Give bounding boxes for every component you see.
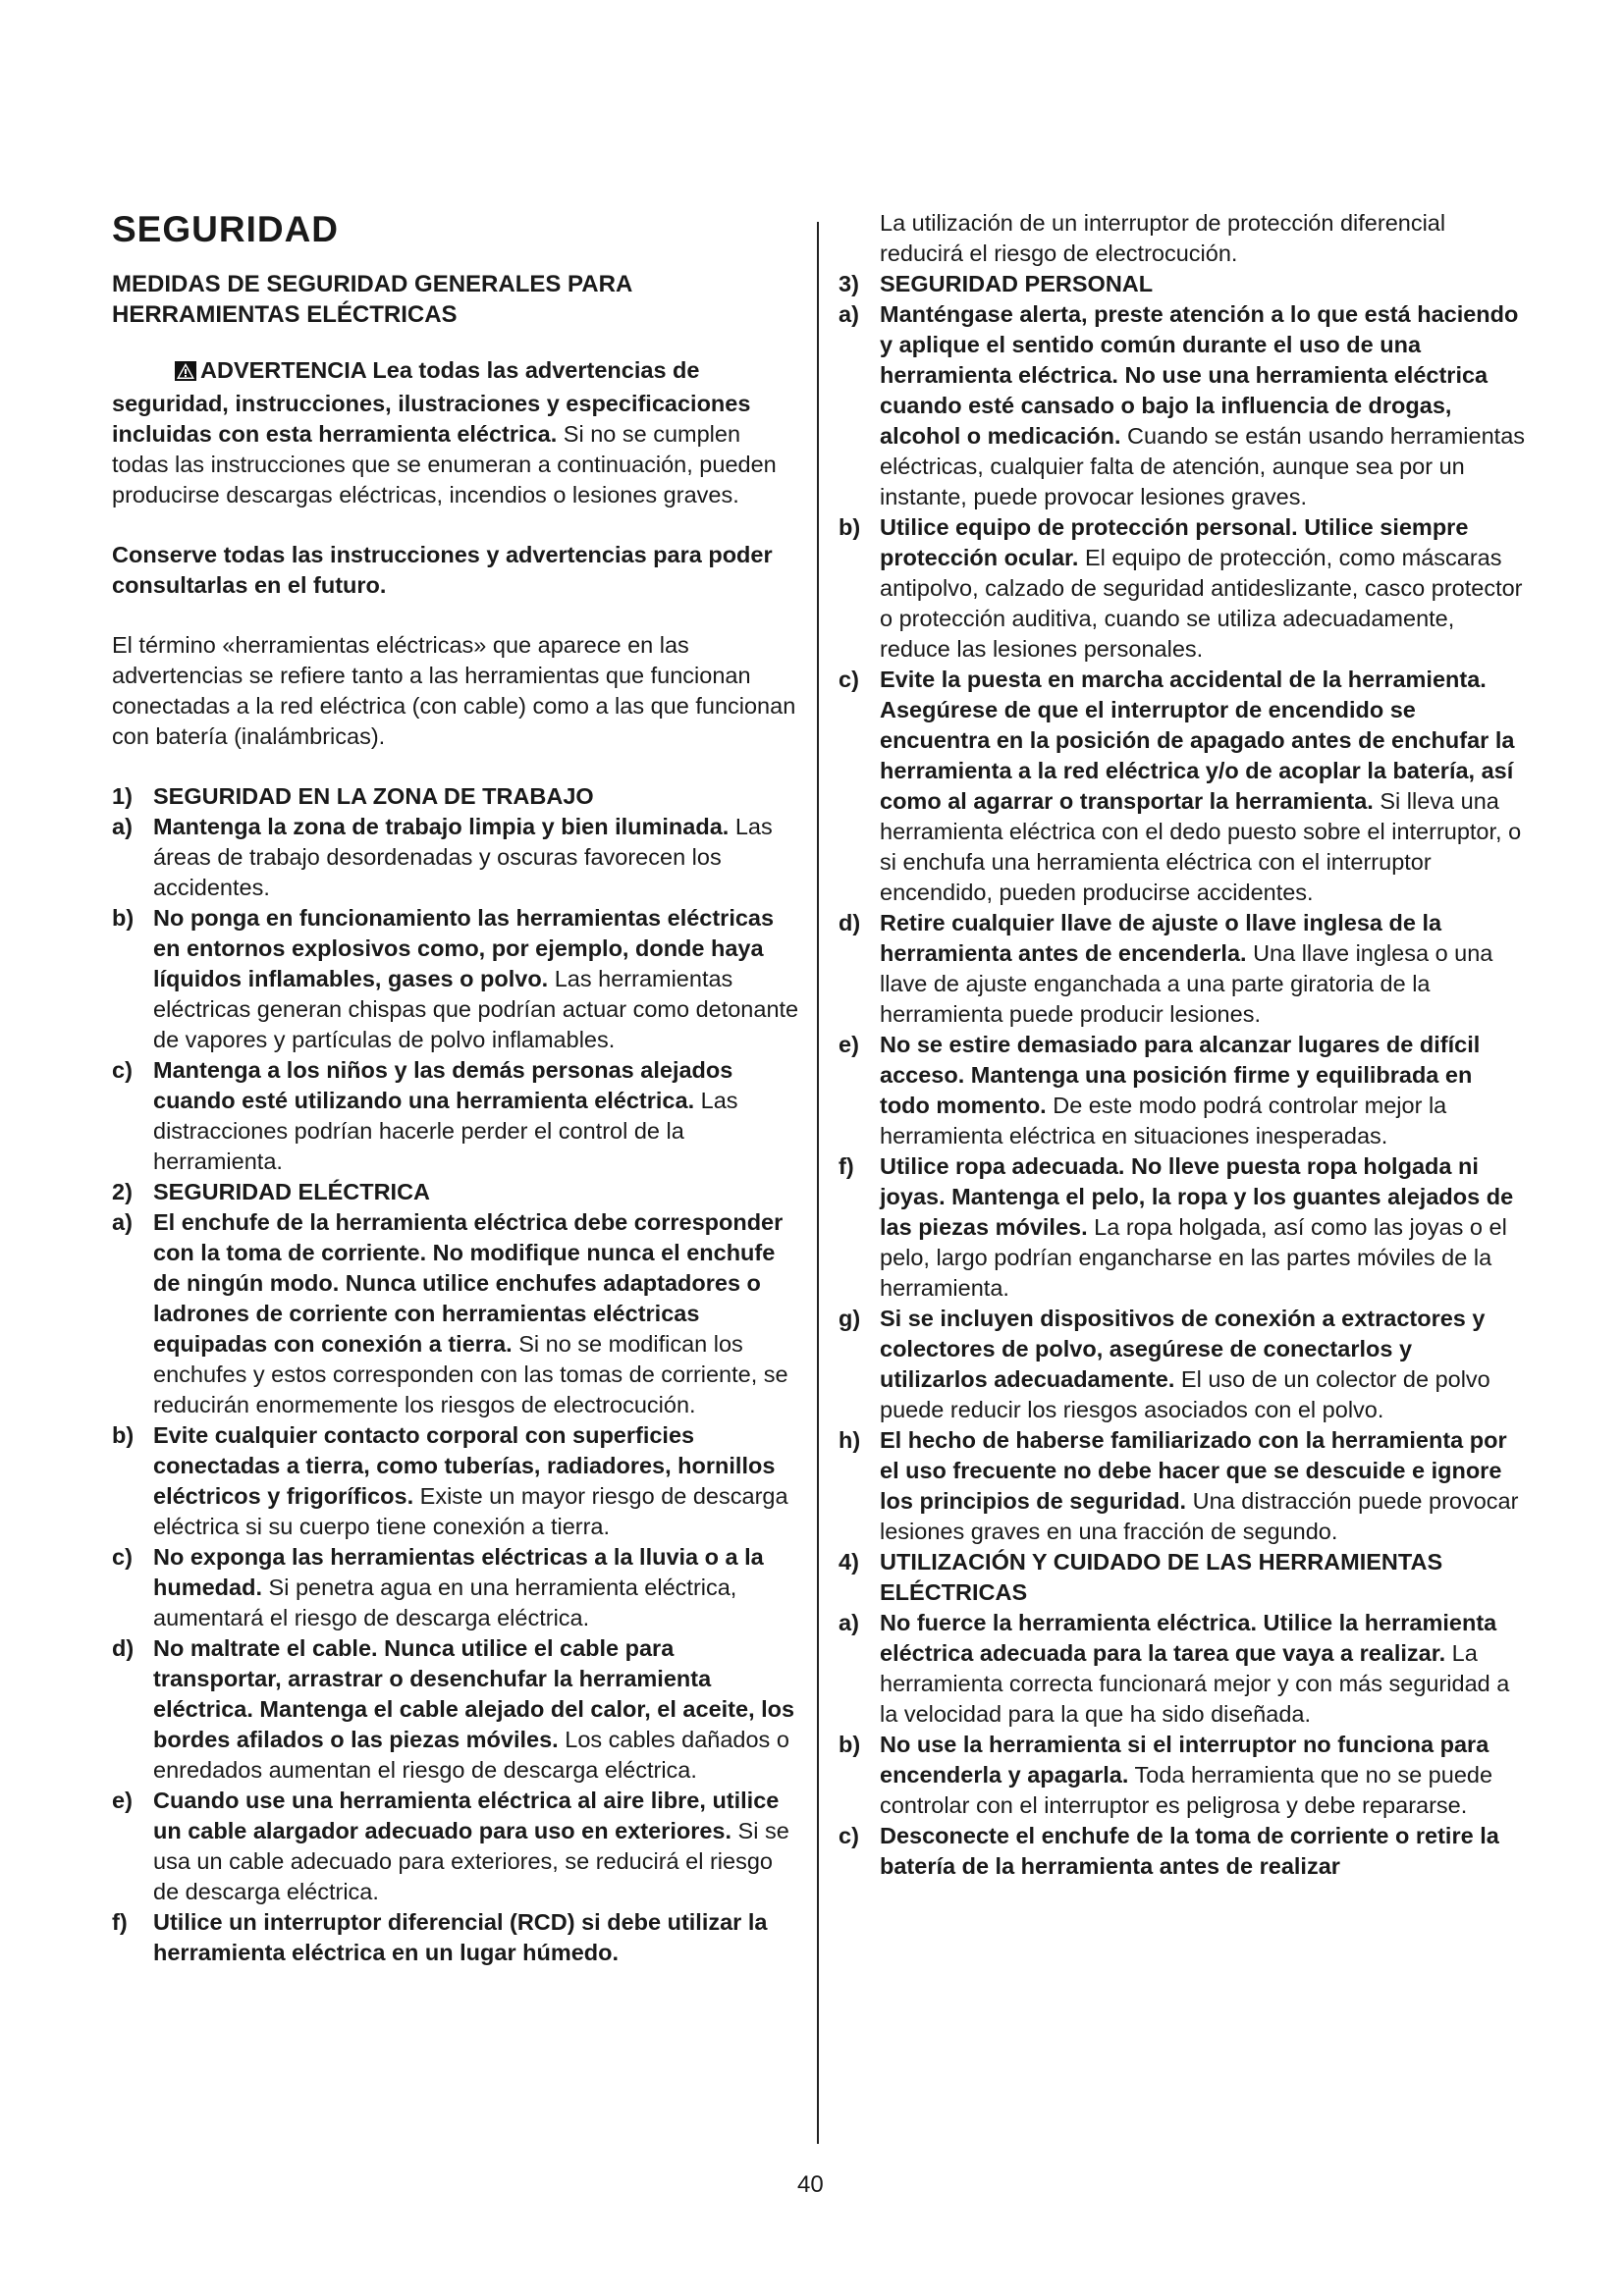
item-bold: Utilice equipo de protección personal. Utilice siempre protección ocular. <box>880 514 1469 570</box>
item-bold: No exponga las herramientas eléctricas a la lluvia o a la humedad. <box>153 1544 764 1600</box>
item-text <box>153 1786 799 1907</box>
list-item <box>112 1786 799 1907</box>
list-item <box>839 908 1526 1030</box>
item-bold: Mantenga la zona de trabajo limpia y bien iluminada. <box>153 814 730 839</box>
save-instructions-note: Conserve todas las instrucciones y advertencias para poder consultarlas en el futuro. <box>112 542 773 598</box>
item-text <box>880 1730 1526 1821</box>
item-label: a) <box>839 1610 859 1635</box>
item-label: c) <box>112 1057 133 1083</box>
item-text <box>880 665 1526 908</box>
item-text <box>153 812 799 903</box>
item-label: a) <box>839 301 859 327</box>
column-divider <box>817 222 819 2144</box>
item-regular: Si no se modifican los enchufes y estos corresponden con las tomas de corriente, se reducirán enormemente los riesgos de electrocución. <box>153 1331 788 1417</box>
item-text <box>153 1420 799 1542</box>
item-bold: Evite la puesta en marcha accidental de la herramienta. Asegúrese de que el interruptor de encendido se encuentra en la posición de apagado antes de enchufar la herramienta a la red eléctrica y/o de acoplar la batería, así como al agarrar o transportar la herramienta. <box>880 667 1515 814</box>
item-bold: Retire cualquier llave de ajuste o llave inglesa de la herramienta antes de encenderla. <box>880 910 1442 966</box>
item-label: h) <box>839 1427 861 1453</box>
section-number: 3) <box>839 271 859 296</box>
section-subtitle <box>112 269 799 330</box>
section-number: 4) <box>839 1549 859 1575</box>
item-regular: El uso de un colector de polvo puede reducir los riesgos asociados con el polvo. <box>880 1366 1490 1422</box>
page-number: 40 <box>797 2171 824 2198</box>
item-label: f) <box>839 1153 854 1179</box>
item-text <box>153 1633 799 1786</box>
item-regular: De este modo podrá controlar mejor la herramienta eléctrica en situaciones inesperadas. <box>880 1093 1447 1148</box>
item-bold: No ponga en funcionamiento las herramientas eléctricas en entornos explosivos como, por ejemplo, donde haya líquidos inflamables, gases o polvo. <box>153 905 775 991</box>
item-text <box>153 1207 799 1420</box>
warning-indent <box>112 357 175 383</box>
item-text <box>153 1055 799 1177</box>
item-text <box>153 1542 799 1633</box>
item-text <box>880 908 1526 1030</box>
item-regular: La ropa holgada, así como las joyas o el pelo, largo podrían engancharse en las partes móviles de la herramienta. <box>880 1214 1507 1301</box>
item-label: f) <box>112 1909 128 1935</box>
item-label: a) <box>112 814 133 839</box>
warning-triangle-icon <box>175 358 196 389</box>
item-bold: Cuando use una herramienta eléctrica al aire libre, utilice un cable alargador adecuado para uso en exteriores. <box>153 1788 780 1843</box>
subtitle-line-1: MEDIDAS DE SEGURIDAD GENERALES PARA <box>112 271 633 297</box>
item-bold: El hecho de haberse familiarizado con la herramienta por el uso frecuente no debe hacer que se descuide e ignore los principios de seguridad. <box>880 1427 1507 1514</box>
item-label: c) <box>839 1823 859 1848</box>
list-item <box>112 1055 799 1177</box>
item-bold: Si se incluyen dispositivos de conexión a extractores y colectores de polvo, asegúrese de conectarlos y utilizarlos adecuadamente. <box>880 1306 1486 1392</box>
list-item <box>839 665 1526 908</box>
item-label: a) <box>112 1209 133 1235</box>
item-bold: Desconecte el enchufe de la toma de corriente o retire la batería de la herramienta antes de realizar <box>880 1823 1499 1879</box>
item-label: g) <box>839 1306 861 1331</box>
item-label: c) <box>112 1544 133 1570</box>
list-item <box>839 512 1526 665</box>
item-bold: Mantenga a los niños y las demás personas alejados cuando esté utilizando una herramienta eléctrica. <box>153 1057 733 1113</box>
item-bold: El enchufe de la herramienta eléctrica debe corresponder con la toma de corriente. No modifique nunca el enchufe de ningún modo. Nunca utilice enchufes adaptadores o ladrones de corriente con herramientas eléctricas equipadas con conexión a tierra. <box>153 1209 784 1357</box>
item-bold: No se estire demasiado para alcanzar lugares de difícil acceso. Mantenga una posición firme y equilibrada en todo momento. <box>880 1032 1481 1118</box>
item-regular: Las áreas de trabajo desordenadas y oscuras favorecen los accidentes. <box>153 814 773 900</box>
item-label: e) <box>839 1032 859 1057</box>
item-bold: Utilice ropa adecuada. No lleve puesta ropa holgada ni joyas. Mantenga el pelo, la ropa y los guantes alejados de las piezas móviles. <box>880 1153 1514 1240</box>
list-item <box>112 903 799 1055</box>
item-label: e) <box>112 1788 133 1813</box>
item-text <box>153 1907 799 1968</box>
section-title: SEGURIDAD PERSONAL <box>880 271 1154 296</box>
section-heading-4 <box>839 1547 1526 1608</box>
item-label: b) <box>839 514 861 540</box>
item-bold: Evite cualquier contacto corporal con superficies conectadas a tierra, como tuberías, radiadores, hornillos eléctricos y frigoríficos. <box>153 1422 776 1509</box>
item-regular: Si penetra agua en una herramienta eléctrica, aumentará el riesgo de descarga eléctrica. <box>153 1575 737 1630</box>
list-item <box>839 1425 1526 1547</box>
item-label: b) <box>112 905 135 931</box>
item-text <box>880 512 1526 665</box>
item-regular: Toda herramienta que no se puede controlar con el interruptor es peligrosa y debe repararse. <box>880 1762 1493 1818</box>
list-item <box>112 1542 799 1633</box>
list-item <box>839 299 1526 512</box>
warning-text: Si no se cumplen todas las instrucciones que se enumeran a continuación, pueden producirse descargas eléctricas, incendios o lesiones graves. <box>112 421 777 507</box>
list-item <box>112 1420 799 1542</box>
item-regular: Si se usa un cable adecuado para exteriores, se reducirá el riesgo de descarga eléctrica. <box>153 1818 789 1904</box>
warning-paragraph <box>112 355 799 510</box>
page-title: SEGURIDAD <box>112 209 340 249</box>
list-item <box>839 1730 1526 1821</box>
item-regular: Si lleva una herramienta eléctrica con el dedo puesto sobre el interruptor, o si enchufa una herramienta eléctrica con el interruptor encendido, pueden producirse accidentes. <box>880 788 1522 905</box>
item-bold: Manténgase alerta, preste atención a lo que está haciendo y aplique el sentido común durante el uso de una herramienta eléctrica. No use una herramienta eléctrica cuando esté cansado o bajo la influencia de drogas, alcohol o medicación. <box>880 301 1519 449</box>
item-label: c) <box>839 667 859 692</box>
item-regular: Cuando se están usando herramientas eléctricas, cualquier falta de atención, aunque sea por un instante, puede provocar lesiones graves. <box>880 423 1526 509</box>
item-text <box>880 1425 1526 1547</box>
item-bold: No use la herramienta si el interruptor no funciona para encenderla y apagarla. <box>880 1732 1489 1788</box>
item-regular: Una llave inglesa o una llave de ajuste enganchada a una parte giratoria de la herramienta puede producir lesiones. <box>880 940 1493 1027</box>
continuation-text: La utilización de un interruptor de protección diferencial reducirá el riesgo de electrocución. <box>880 210 1446 266</box>
left-column <box>112 208 799 1968</box>
section-number: 2) <box>112 1179 133 1204</box>
list-item <box>839 1151 1526 1304</box>
item-text <box>880 1151 1526 1304</box>
item-bold: Utilice un interruptor diferencial (RCD) si debe utilizar la herramienta eléctrica en un lugar húmedo. <box>153 1909 768 1965</box>
item-text <box>153 903 799 1055</box>
item-regular: Las herramientas eléctricas generan chispas que podrían actuar como detonante de vapores y partículas de polvo inflamables. <box>153 966 799 1052</box>
item-regular: Existe un mayor riesgo de descarga eléctrica si su cuerpo tiene conexión a tierra. <box>153 1483 788 1539</box>
section-title: UTILIZACIÓN Y CUIDADO DE LAS HERRAMIENTAS ELÉCTRICAS <box>880 1549 1443 1605</box>
item-regular: Una distracción puede provocar lesiones graves en una fracción de segundo. <box>880 1488 1519 1544</box>
item-text <box>880 1821 1526 1882</box>
list-item <box>839 1304 1526 1425</box>
item-regular: Los cables dañados o enredados aumentan el riesgo de descarga eléctrica. <box>153 1727 789 1783</box>
item-label: b) <box>839 1732 861 1757</box>
item-label: d) <box>839 910 861 935</box>
item-text <box>880 1608 1526 1730</box>
list-item <box>839 1608 1526 1730</box>
section-number: 1) <box>112 783 133 809</box>
right-column <box>839 208 1526 1882</box>
item-label: b) <box>112 1422 135 1448</box>
section-heading-2 <box>112 1177 799 1207</box>
list-item <box>839 1821 1526 1882</box>
subtitle-line-2: HERRAMIENTAS ELÉCTRICAS <box>112 301 458 328</box>
warning-bold-text: ADVERTENCIA Lea todas las advertencias de seguridad, instrucciones, ilustraciones y especificaciones incluidas con esta herramienta eléctrica. <box>112 357 751 447</box>
list-item <box>839 1030 1526 1151</box>
item-bold: No maltrate el cable. Nunca utilice el cable para transportar, arrastrar o desenchufar la herramienta eléctrica. Mantenga el cable alejado del calor, el aceite, los bordes afilados o las piezas móviles. <box>153 1635 795 1752</box>
section-heading-1 <box>112 781 799 812</box>
item-text <box>880 299 1526 512</box>
item-label: d) <box>112 1635 135 1661</box>
list-item <box>112 1207 799 1420</box>
item-regular: Las distracciones podrían hacerle perder el control de la herramienta. <box>153 1088 738 1174</box>
list-item <box>112 1907 799 1968</box>
list-item <box>112 812 799 903</box>
intro-paragraph: El término «herramientas eléctricas» que aparece en las advertencias se refiere tanto a las herramientas que funcionan conectadas a la red eléctrica (con cable) como a las que funcionan con batería (inalámbricas). <box>112 632 796 749</box>
item-regular: El equipo de protección, como máscaras antipolvo, calzado de seguridad antideslizante, casco protector o protección auditiva, cuando se utiliza adecuadamente, reduce las lesiones personales. <box>880 545 1523 662</box>
section-title: SEGURIDAD EN LA ZONA DE TRABAJO <box>153 783 594 809</box>
list-item <box>112 1633 799 1786</box>
section-title: SEGURIDAD ELÉCTRICA <box>153 1179 431 1204</box>
item-text <box>880 1030 1526 1151</box>
item-text <box>880 1304 1526 1425</box>
item-bold: No fuerce la herramienta eléctrica. Utilice la herramienta eléctrica adecuada para la tarea que vaya a realizar. <box>880 1610 1497 1666</box>
item-regular: La herramienta correcta funcionará mejor y con más seguridad a la velocidad para la que ha sido diseñada. <box>880 1640 1510 1727</box>
section-heading-3 <box>839 269 1526 299</box>
